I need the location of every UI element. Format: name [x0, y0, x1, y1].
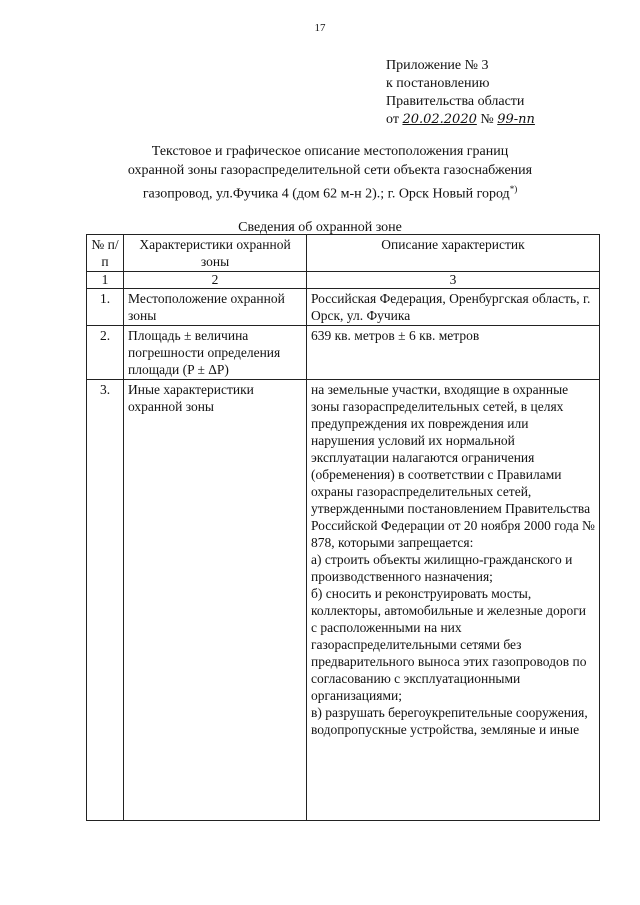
title-line-3 — [90, 180, 570, 204]
column-number-2: 2 — [124, 272, 307, 289]
page-number: 17 — [314, 22, 326, 34]
header-number: № п/п — [87, 235, 124, 272]
appendix-line-3: Правительства области — [386, 94, 525, 109]
row-number: 3. — [87, 380, 124, 821]
row-characteristic: Площадь ± величина погрешности определения площади (P ± ΔP) — [124, 326, 307, 380]
table-header-row — [87, 235, 600, 272]
appendix-line-1: Приложение № 3 — [386, 58, 489, 73]
footnote-mark: *) — [509, 184, 518, 194]
row-number: 2. — [87, 326, 124, 380]
title-line-1: Текстовое и графическое описание местоположения границ — [151, 144, 509, 159]
handwritten-date: 20.02.2020 — [402, 112, 477, 127]
header-description: Описание характеристик — [307, 235, 600, 272]
title-line-2: охранной зоны газораспределительной сети объекта газоснабжения — [127, 163, 533, 178]
table-caption: Сведения об охранной зоне — [238, 220, 402, 235]
protection-zone-table — [86, 234, 600, 821]
column-number-1: 1 — [87, 272, 124, 289]
appendix-line-2: к постановлению — [386, 76, 490, 91]
handwritten-number: 99-пп — [497, 112, 535, 127]
row-characteristic: Иные характеристики охранной зоны — [124, 380, 307, 821]
row-number: 1. — [87, 289, 124, 326]
column-number-row — [87, 272, 600, 289]
title-line-3-text: газопровод, ул.Фучика 4 (дом 62 м-н 2).; г. Орск Новый город — [142, 186, 510, 202]
table-row — [87, 380, 600, 821]
row-description: на земельные участки, входящие в охранные зоны газораспределительных сетей, в целях предупреждения их повреждения или нарушения условий их нормальной эксплуатации налагаются ограничения (обременения) в соответствии с Правилами охраны газораспределительных сетей, утвержденными постановлением Правительства Российской Федерации от 20 ноября 2000 года № 878, которыми запрещается: а) строить объекты жилищно-гражданского и производственного назначения; б) сносить и реконструировать мосты, коллекторы, автомобильные и железные дороги с расположенными на них газораспределительными сетями без предварительного выноса этих газопроводов по согласованию с эксплуатационными организациями; в) разрушать берегоукрепительные сооружения, водопропускные устройства, земляные и иные — [307, 380, 600, 821]
column-number-3: 3 — [307, 272, 600, 289]
row-description: Российская Федерация, Оренбургская область, г. Орск, ул. Фучика — [307, 289, 600, 326]
number-prefix: № — [480, 112, 494, 127]
header-characteristic: Характеристики охранной зоны — [124, 235, 307, 272]
appendix-date-line — [386, 111, 535, 129]
date-prefix: от — [386, 112, 399, 127]
appendix-block — [386, 57, 535, 129]
document-title — [90, 142, 570, 204]
table-row — [87, 326, 600, 380]
row-description: 639 кв. метров ± 6 кв. метров — [307, 326, 600, 380]
table-row — [87, 289, 600, 326]
row-characteristic: Местоположение охранной зоны — [124, 289, 307, 326]
